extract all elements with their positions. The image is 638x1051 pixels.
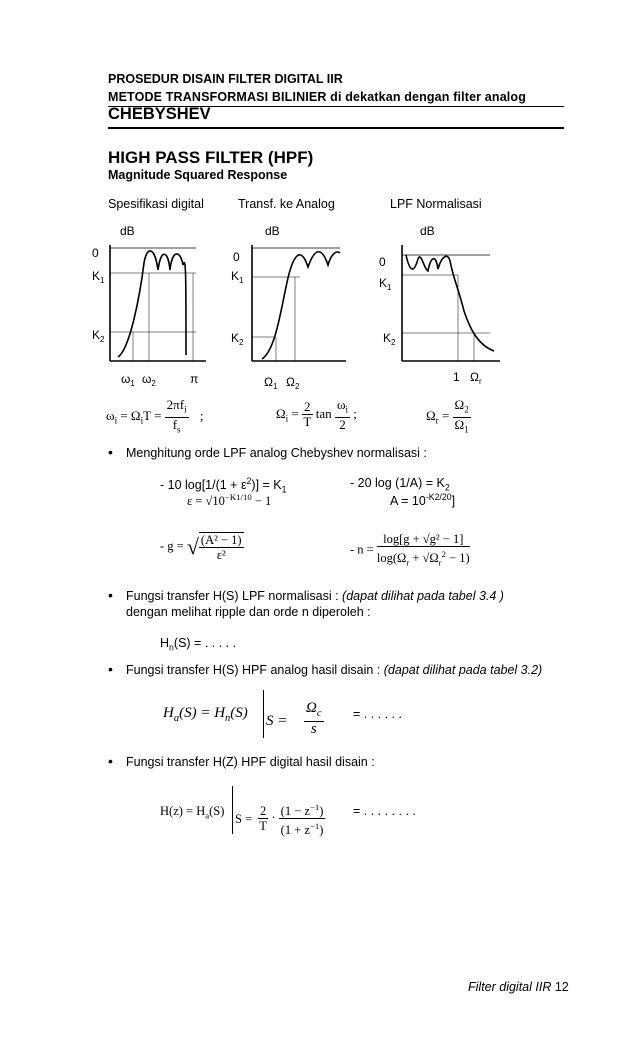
bullet-4-dot: • xyxy=(108,753,113,769)
graph-digital-zero-label: 0 xyxy=(92,246,99,260)
graph-digital xyxy=(92,224,206,388)
header-line-1: PROSEDUR DISAIN FILTER DIGITAL IIR xyxy=(108,72,343,86)
graph-digital-w2: $\omega_2$ xyxy=(142,372,156,388)
graph-lpf-Wr: $\Omega_r$ xyxy=(470,370,482,386)
bullet-2-text: Fungsi transfer H(S) LPF normalisasi : (dapat dilihat pada tabel 3.4 ) xyxy=(126,589,504,603)
graph-digital-k1-label: $K_1$ xyxy=(92,269,105,285)
caption-analog: Transf. ke Analog xyxy=(238,197,335,211)
header-line-2: METODE TRANSFORMASI BILINIER di dekatkan dengan filter analog xyxy=(108,90,526,104)
eq-ha-dots: = . . . . . . xyxy=(353,707,402,721)
eq-hn: $H_n(S)$ = . . . . . xyxy=(160,636,237,653)
bullet-3-text: Fungsi transfer H(S) HPF analog hasil disain : (dapat dilihat pada tabel 3.2) xyxy=(126,663,543,677)
graph-lpf-zero-label: 0 xyxy=(379,255,386,269)
bullet-1-text: Menghitung orde LPF analog Chebyshev normalisasi : xyxy=(126,446,427,460)
formula-omega-i: $\omega_i = \Omega_iT$ = $2\pi f_i$ $f_s$ ; xyxy=(106,397,204,435)
eq-ha-bar xyxy=(263,690,264,738)
graph-analog-db-label: dB xyxy=(265,224,280,238)
graph-analog-W2: $\Omega_2$ xyxy=(286,375,300,391)
bullet-4-text: Fungsi transfer H(Z) HPF digital hasil disain : xyxy=(126,755,375,769)
graph-digital-curve xyxy=(118,251,186,357)
graph-digital-pi: π xyxy=(190,372,199,386)
bullet-2-line2: dengan melihat ripple dan orde n diperoleh : xyxy=(126,605,371,619)
eq-k1: - 10 $\log[1/(1 + \varepsilon^2)] = K_1$ xyxy=(160,476,287,495)
eq-hz-frac: $\frac{2}{T}$ · $\frac{(1 - z^{-1})}{(1 + z^{-1})}$ xyxy=(259,802,324,838)
bullet-1-dot: • xyxy=(108,444,113,460)
eq-A: $A = 10^{-K2/20}$] xyxy=(390,492,456,509)
graph-analog-k2-label: $K_2$ xyxy=(231,331,244,347)
eq-g: - g = √ $\frac{\text{(A² − 1)}}{\text{ε²}}$ xyxy=(160,533,242,562)
eq-k2: - 20 $\log (1/A) = K_2$ xyxy=(350,476,450,493)
graph-analog-W1: $\Omega_1$ xyxy=(264,375,278,391)
graph-digital-db-label: dB xyxy=(120,224,135,238)
graph-analog xyxy=(231,224,346,391)
header-rule-thick xyxy=(108,127,564,129)
eq-ha-S: S = xyxy=(266,713,288,729)
graph-lpf-curve xyxy=(406,255,494,351)
graph-analog-zero-label: 0 xyxy=(233,250,240,264)
graph-digital-w1: $\omega_1$ xyxy=(121,372,135,388)
graph-digital-k2-label: $K_2$ xyxy=(92,328,105,344)
eq-ha-frac: $\frac{\Omega_c}{s}$ xyxy=(306,700,322,737)
graph-lpf xyxy=(379,224,500,386)
graph-lpf-db-label: dB xyxy=(420,224,435,238)
graph-lpf-k2-label: $K_2$ xyxy=(383,331,396,347)
eq-hz-bar xyxy=(232,786,233,834)
bullet-2-dot: • xyxy=(108,587,113,603)
eq-epsilon: $\varepsilon = √10^{-K1/10} - 1$ xyxy=(187,492,272,509)
eq-n: - n = $\frac{\text{log[g + √g² − 1]}}{\log(\Omega_r + √\Omega_r^2 - 1)}$ xyxy=(350,532,470,568)
graph-lpf-k1-label: $K_1$ xyxy=(379,276,392,292)
formula-Omega-r: $\Omega_r$ = $\frac{\Omega_2}{\Omega_1}$ xyxy=(426,397,469,435)
footer: Filter digital IIR 12 xyxy=(468,980,569,994)
caption-lpf: LPF Normalisasi xyxy=(390,197,482,211)
g-sqrt-icon: √ xyxy=(186,534,199,559)
section-title: HIGH PASS FILTER (HPF) xyxy=(108,148,314,167)
section-subtitle: Magnitude Squared Response xyxy=(108,168,288,182)
bullet-3-dot: • xyxy=(108,661,113,677)
response-graphs xyxy=(0,215,638,395)
caption-digital: Spesifikasi digital xyxy=(108,197,204,211)
eq-hz-S: S = xyxy=(235,812,253,826)
eq-hz-dots: = . . . . . . . . xyxy=(353,804,416,818)
graph-lpf-one: 1 xyxy=(453,370,460,384)
graph-analog-curve xyxy=(262,252,340,359)
eq-hz: $H(z) = H_a(S)$ xyxy=(160,804,225,821)
formula-Omega-i: $\Omega_i$ = $\frac{2}{T}$ tan $\frac{\omega_i}{2}$ ; xyxy=(276,397,357,432)
graph-analog-k1-label: $K_1$ xyxy=(231,269,244,285)
header-line-3: CHEBYSHEV xyxy=(108,105,211,123)
eq-ha: $H_a(S) = H_n(S)$ xyxy=(163,705,248,724)
